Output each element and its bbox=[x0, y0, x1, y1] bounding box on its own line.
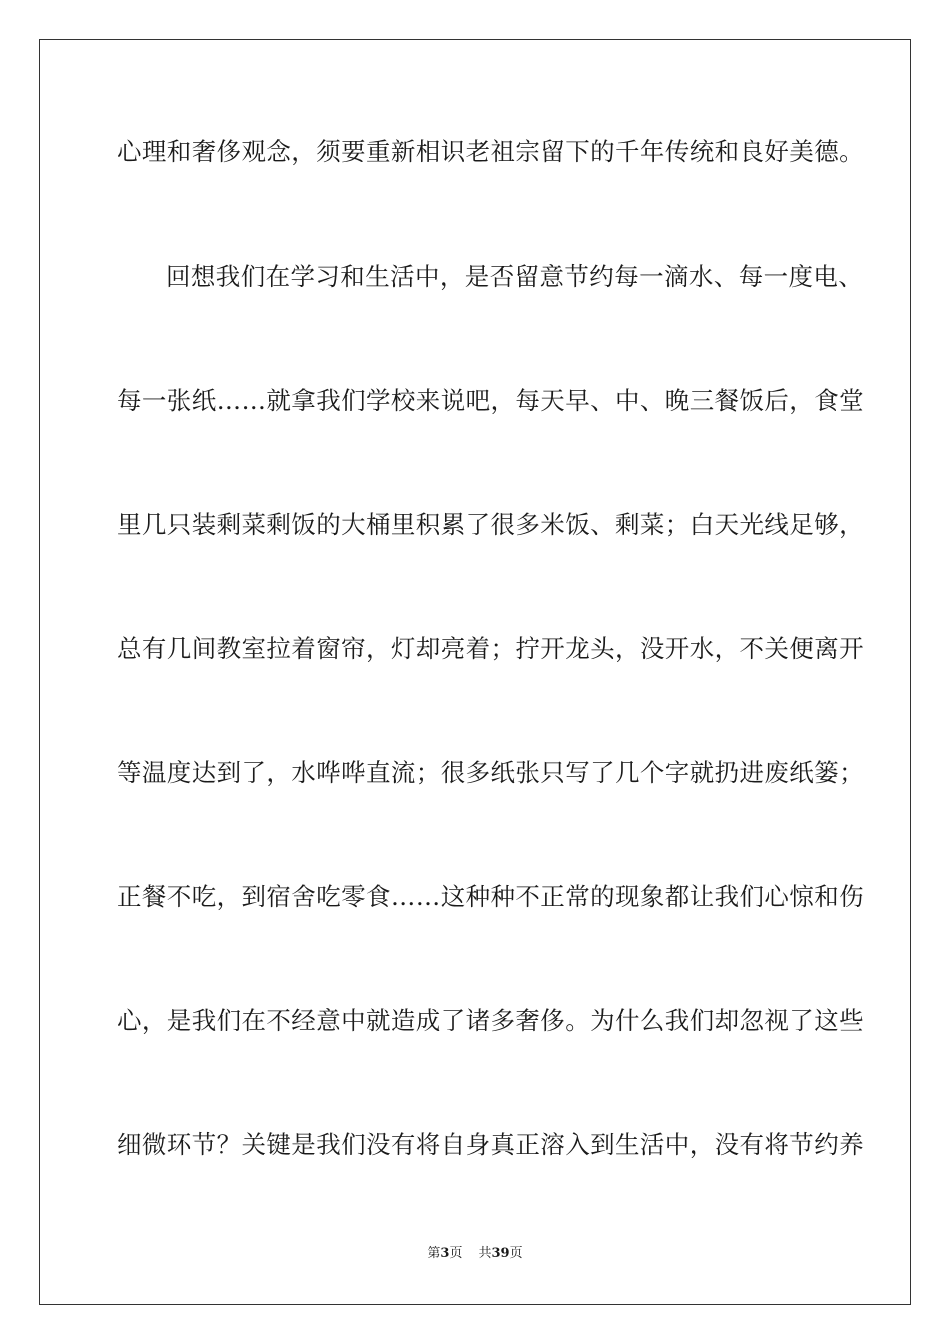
body-line-9: 细微环节？关键是我们没有将自身真正溶入到生活中，没有将节约养 bbox=[117, 1130, 864, 1159]
page-number: 3 bbox=[440, 1246, 450, 1261]
total-pages: 39 bbox=[491, 1246, 510, 1261]
body-line-1: 心理和奢侈观念，须要重新相识老祖宗留下的千年传统和良好美德。 bbox=[117, 137, 864, 166]
body-line-2: 回想我们在学习和生活中，是否留意节约每一滴水、每一度电、 bbox=[166, 262, 864, 291]
body-line-5: 总有几间教室拉着窗帘，灯却亮着；拧开龙头，没开水，不关便离开 bbox=[117, 634, 864, 663]
page-frame bbox=[39, 39, 911, 1305]
body-line-3: 每一张纸……就拿我们学校来说吧，每天早、中、晚三餐饭后，食堂 bbox=[117, 386, 864, 415]
body-line-7: 正餐不吃，到宿舍吃零食……这种种不正常的现象都让我们心惊和伤 bbox=[117, 882, 864, 911]
total-prefix: 共 bbox=[478, 1246, 492, 1261]
page-prefix: 第 bbox=[427, 1246, 441, 1261]
page-suffix: 页 bbox=[449, 1246, 463, 1261]
body-line-4: 里几只装剩菜剩饭的大桶里积累了很多米饭、剩菜；白天光线足够， bbox=[117, 510, 864, 539]
total-suffix: 页 bbox=[509, 1246, 523, 1261]
body-line-6: 等温度达到了，水哗哗直流；很多纸张只写了几个字就扔进废纸篓； bbox=[117, 758, 864, 787]
body-line-8: 心，是我们在不经意中就造成了诸多奢侈。为什么我们却忽视了这些 bbox=[117, 1006, 864, 1035]
page-footer bbox=[0, 1246, 950, 1262]
